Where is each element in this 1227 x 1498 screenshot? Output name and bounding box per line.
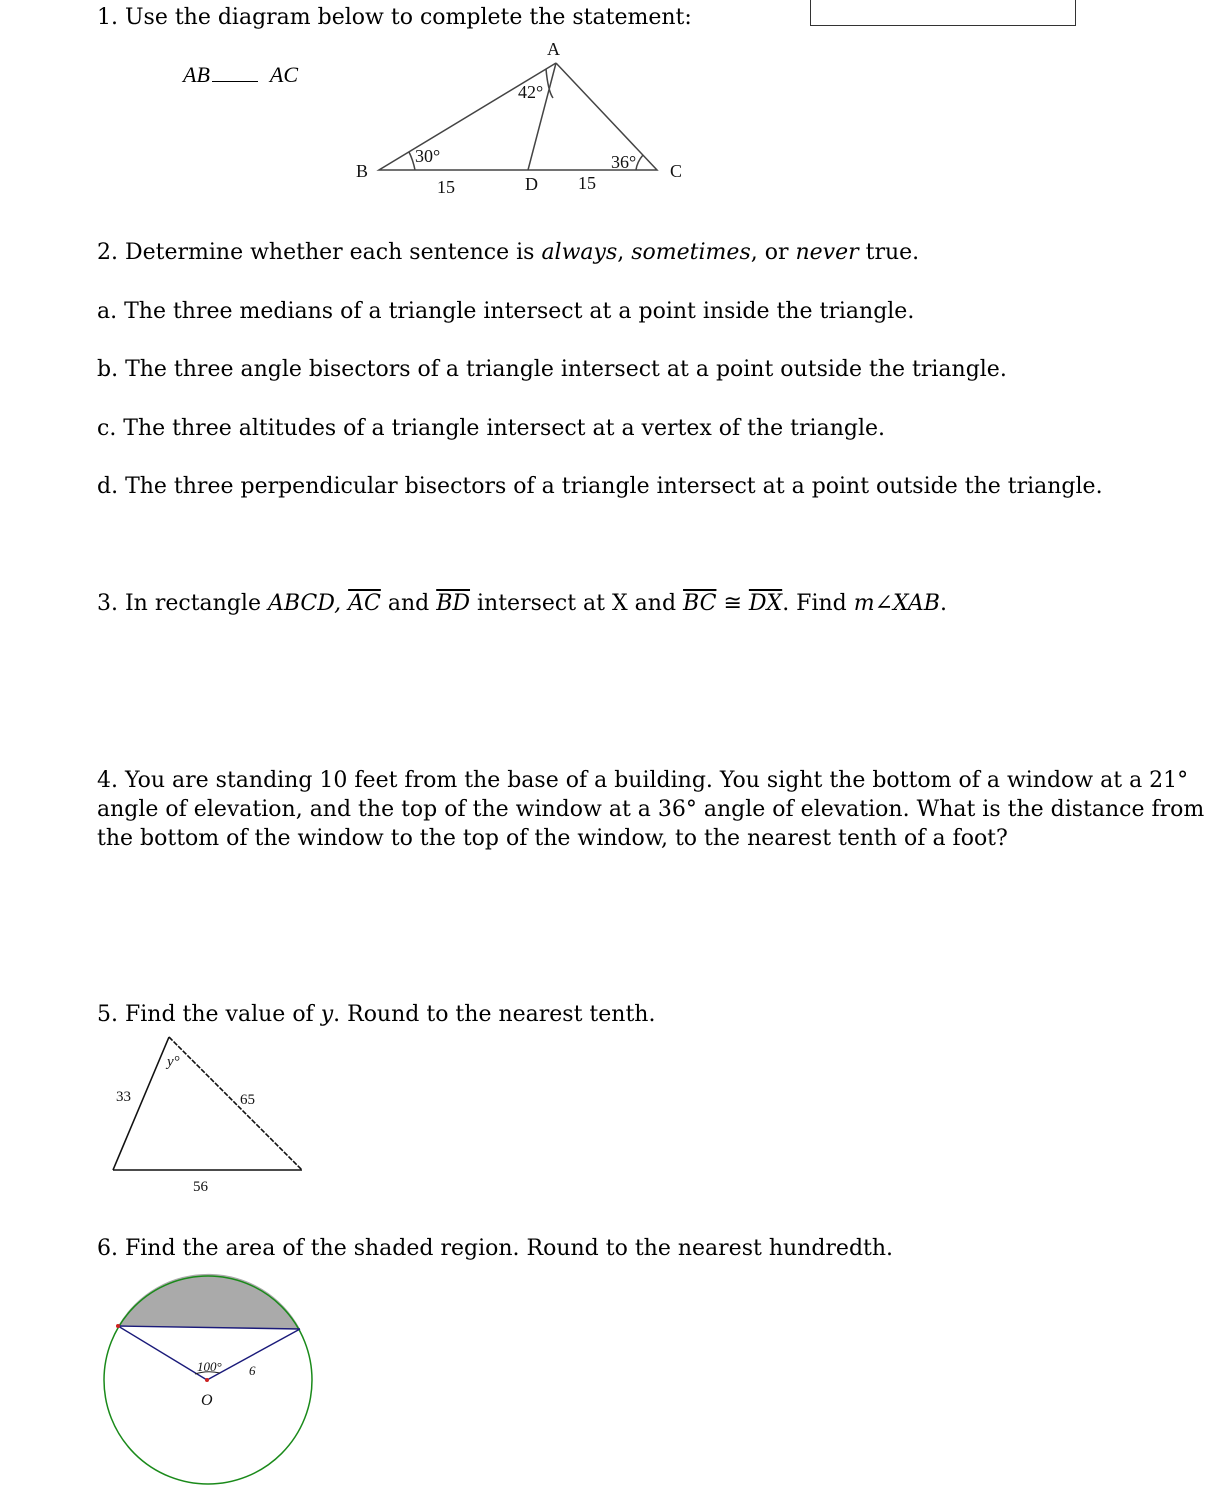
q3-text-2: and <box>380 591 437 616</box>
q5-text-post: . Round to the nearest tenth. <box>333 1002 656 1027</box>
q3-congruent-symbol: ≅ <box>716 591 749 616</box>
q5-angle-y-label: y° <box>167 1054 180 1070</box>
question-1-text: 1. Use the diagram below to complete the statement: <box>97 5 692 30</box>
q6-circle-diagram <box>0 1270 330 1495</box>
question-6-text: 6. Find the area of the shaded region. Round to the nearest hundredth. <box>97 1236 894 1261</box>
q1-angle-a-label: 42° <box>518 82 544 102</box>
q2-always: always <box>541 240 618 265</box>
q1-length-dc: 15 <box>578 173 596 193</box>
q1-length-bd: 15 <box>437 177 455 197</box>
q3-text-4: . Find <box>782 591 854 616</box>
q2-sep-1: , <box>617 240 632 265</box>
q5-triangle-diagram <box>0 1020 330 1200</box>
q5-text-pre: 5. Find the value of <box>97 1002 321 1027</box>
q5-variable-y: y <box>320 1002 334 1027</box>
question-3-text <box>97 589 947 618</box>
q5-side-left-label: 33 <box>116 1089 131 1105</box>
q1-angle-arc-a <box>546 69 553 98</box>
q1-vertex-b: B <box>356 161 369 181</box>
q6-point-left <box>116 1324 120 1328</box>
q1-vertex-a: A <box>547 39 560 59</box>
q3-segment-ac: $\overline{AC}$ <box>348 591 381 616</box>
q6-center-label: O <box>201 1392 213 1409</box>
q3-rectangle-name: ABCD, <box>267 591 342 616</box>
question-2c: c. The three altitudes of a triangle intersect at a vertex of the triangle. <box>97 416 885 441</box>
q1-vertex-c: C <box>670 161 683 181</box>
q2-intro-end: true. <box>858 240 920 265</box>
question-2b: b. The three angle bisectors of a triangle intersect at a point outside the triangle. <box>97 357 1007 382</box>
q2-intro-text: 2. Determine whether each sentence is <box>97 240 542 265</box>
q3-segment-bd: $\overline{BD}$ <box>436 591 471 616</box>
q3-segment-bc: $\overline{BC}$ <box>683 591 717 616</box>
q6-angle-label: 100° <box>197 1359 222 1374</box>
q1-angle-c-label: 36° <box>611 152 637 172</box>
q6-center-point <box>205 1378 209 1382</box>
q1-left-term: AB <box>183 62 210 87</box>
q5-side-bottom-label: 56 <box>193 1179 208 1195</box>
question-2-intro <box>97 238 919 267</box>
q3-text-5: . <box>939 591 947 616</box>
q1-right-term: AC <box>269 62 299 87</box>
q1-angle-b-label: 30° <box>415 146 441 166</box>
q5-side-right-label: 65 <box>240 1092 255 1108</box>
q3-text-1: 3. In rectangle <box>97 591 268 616</box>
q2-never: never <box>795 240 859 265</box>
question-2d: d. The three perpendicular bisectors of a triangle intersect at a point outside the triangle. <box>97 474 1103 499</box>
q6-radius-label: 6 <box>249 1363 256 1378</box>
q6-shaded-region <box>118 1274 300 1329</box>
q3-text-3: intersect at X and <box>470 591 684 616</box>
q1-vertex-d: D <box>525 174 538 194</box>
q1-segment-ad <box>528 63 556 170</box>
q3-angle-xab: m∠XAB <box>853 591 940 616</box>
q6-radius-left <box>118 1326 207 1380</box>
q5-side-right <box>169 1037 302 1170</box>
question-4-line-1: 4. You are standing 10 feet from the base of a building. You sight the bottom of a window at a 21° <box>97 768 1189 793</box>
question-2a: a. The three medians of a triangle intersect at a point inside the triangle. <box>97 299 915 324</box>
question-4-line-3: the bottom of the window to the top of the window, to the nearest tenth of a foot? <box>97 826 1008 851</box>
question-4-line-2: angle of elevation, and the top of the window at a 36° angle of elevation. What is the distance from <box>97 797 1205 822</box>
q3-segment-dx: $\overline{DX}$ <box>748 591 783 616</box>
q2-sometimes: sometimes <box>631 240 751 265</box>
q1-angle-arc-c <box>636 155 643 170</box>
q2-sep-2: , or <box>750 240 796 265</box>
q1-triangle-diagram <box>0 0 1227 210</box>
